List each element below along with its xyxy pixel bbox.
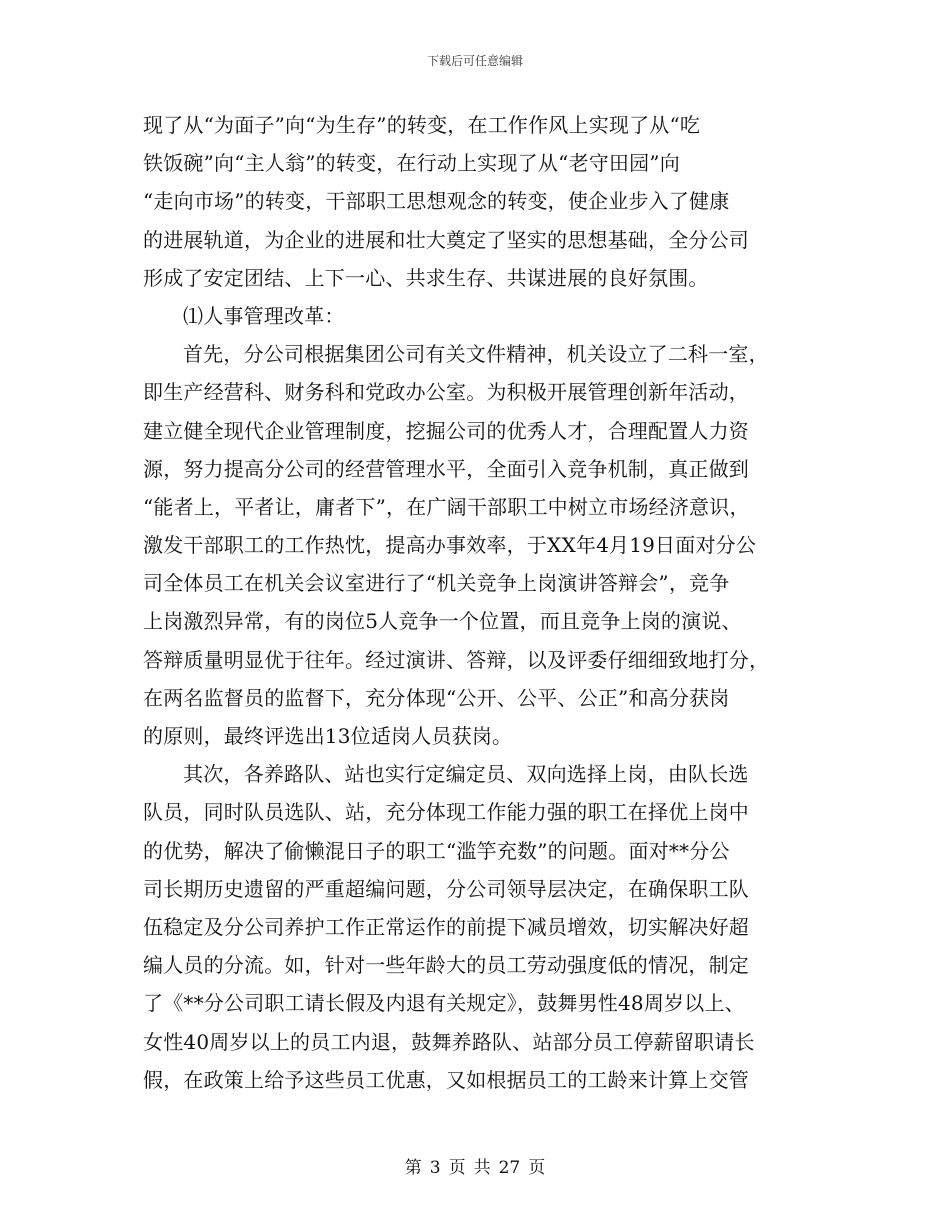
text-line: 上岗激烈异常，有的岗位5人竞争一个位置，而且竞争上岗的演说、 [143,609,742,634]
text-line: “能者上，平者让，庸者下”，在广阔干部职工中树立市场经济意识， [143,494,750,519]
page-header: 下载后可任意编辑 [426,54,523,68]
paragraph-start: 其次，各养路队、站也实行定编定员、双向选择上岗，由队长选 [183,762,749,787]
text-line: 伍稳定及分公司养护工作正常运作的前提下减员增效，切实解决好超 [143,914,749,939]
text-line: 铁饭碗”向“主人翁”的转变，在行动上实现了从“老守田园”向 [143,151,680,176]
text-line: 形成了安定团结、上下一心、共求生存、共谋进展的良好氛围。 [143,265,709,290]
footer-page-label: 页 [448,1158,466,1178]
text-line: 假，在政策上给予这些员工优惠，又如根据员工的工龄来计算上交管 [143,1067,749,1092]
document-body [143,106,813,1099]
text-line: 队员，同时队员选队、站，充分体现工作能力强的职工在择优上岗中 [143,800,749,825]
footer-prefix: 第 [404,1158,422,1178]
page-number: 3 [429,1158,441,1178]
text-line: 编人员的分流。如，针对一些年龄大的员工劳动强度低的情况，制定 [143,953,749,978]
footer-total-label: 共 [473,1158,491,1178]
text-line: 司全体员工在机关会议室进行了“机关竞争上岗演讲答辩会”，竞争 [143,571,730,596]
paragraph-start: 首先，分公司根据集团公司有关文件精神，机关设立了二科一室， [183,342,769,367]
text-line: 激发干部职工的工作热忱，提高办事效率，于XX年4月19日面对分公 [143,533,757,558]
footer-suffix: 页 [528,1158,546,1178]
text-line: 源，努力提高分公司的经营管理水平，全面引入竞争机制，真正做到 [143,456,749,481]
text-line: 在两名监督员的监督下，充分体现“公开、公平、公正”和高分获岗 [143,685,730,710]
page-footer [0,1153,950,1178]
text-line: 现了从“为面子”向“为生存”的转变，在工作作风上实现了从“吃 [143,113,701,137]
text-line: 的优势，解决了偷懒混日子的职工“滥竽充数”的问题。面对**分公 [143,838,730,863]
text-line: 了《**分公司职工请长假及内退有关规定》，鼓舞男性48周岁以上、 [143,991,745,1016]
total-pages: 27 [498,1158,521,1178]
text-line: “走向市场”的转变，干部职工思想观念的转变，使企业步入了健康 [143,189,730,214]
text-line: 即生产经营科、财务科和党政办公室。为积极开展管理创新年活动， [143,380,749,405]
text-line: 的原则，最终评选出13位适岗人员获岗。 [143,724,513,748]
text-line: 女性40周岁以上的员工内退，鼓舞养路队、站部分员工停薪留职请长 [143,1029,755,1054]
text-line: 建立健全现代企业管理制度，挖掘公司的优秀人才，合理配置人力资 [143,418,749,443]
text-line: 的进展轨道，为企业的进展和壮大奠定了坚实的思想基础，全分公司 [143,227,749,252]
text-line: 答辩质量明显优于往年。经过演讲、答辩，以及评委仔细细致地打分， [143,647,770,672]
section-heading: ⑴人事管理改革： [183,303,345,328]
text-line: 司长期历史遗留的严重超编问题，分公司领导层决定，在确保职工队 [143,876,749,901]
